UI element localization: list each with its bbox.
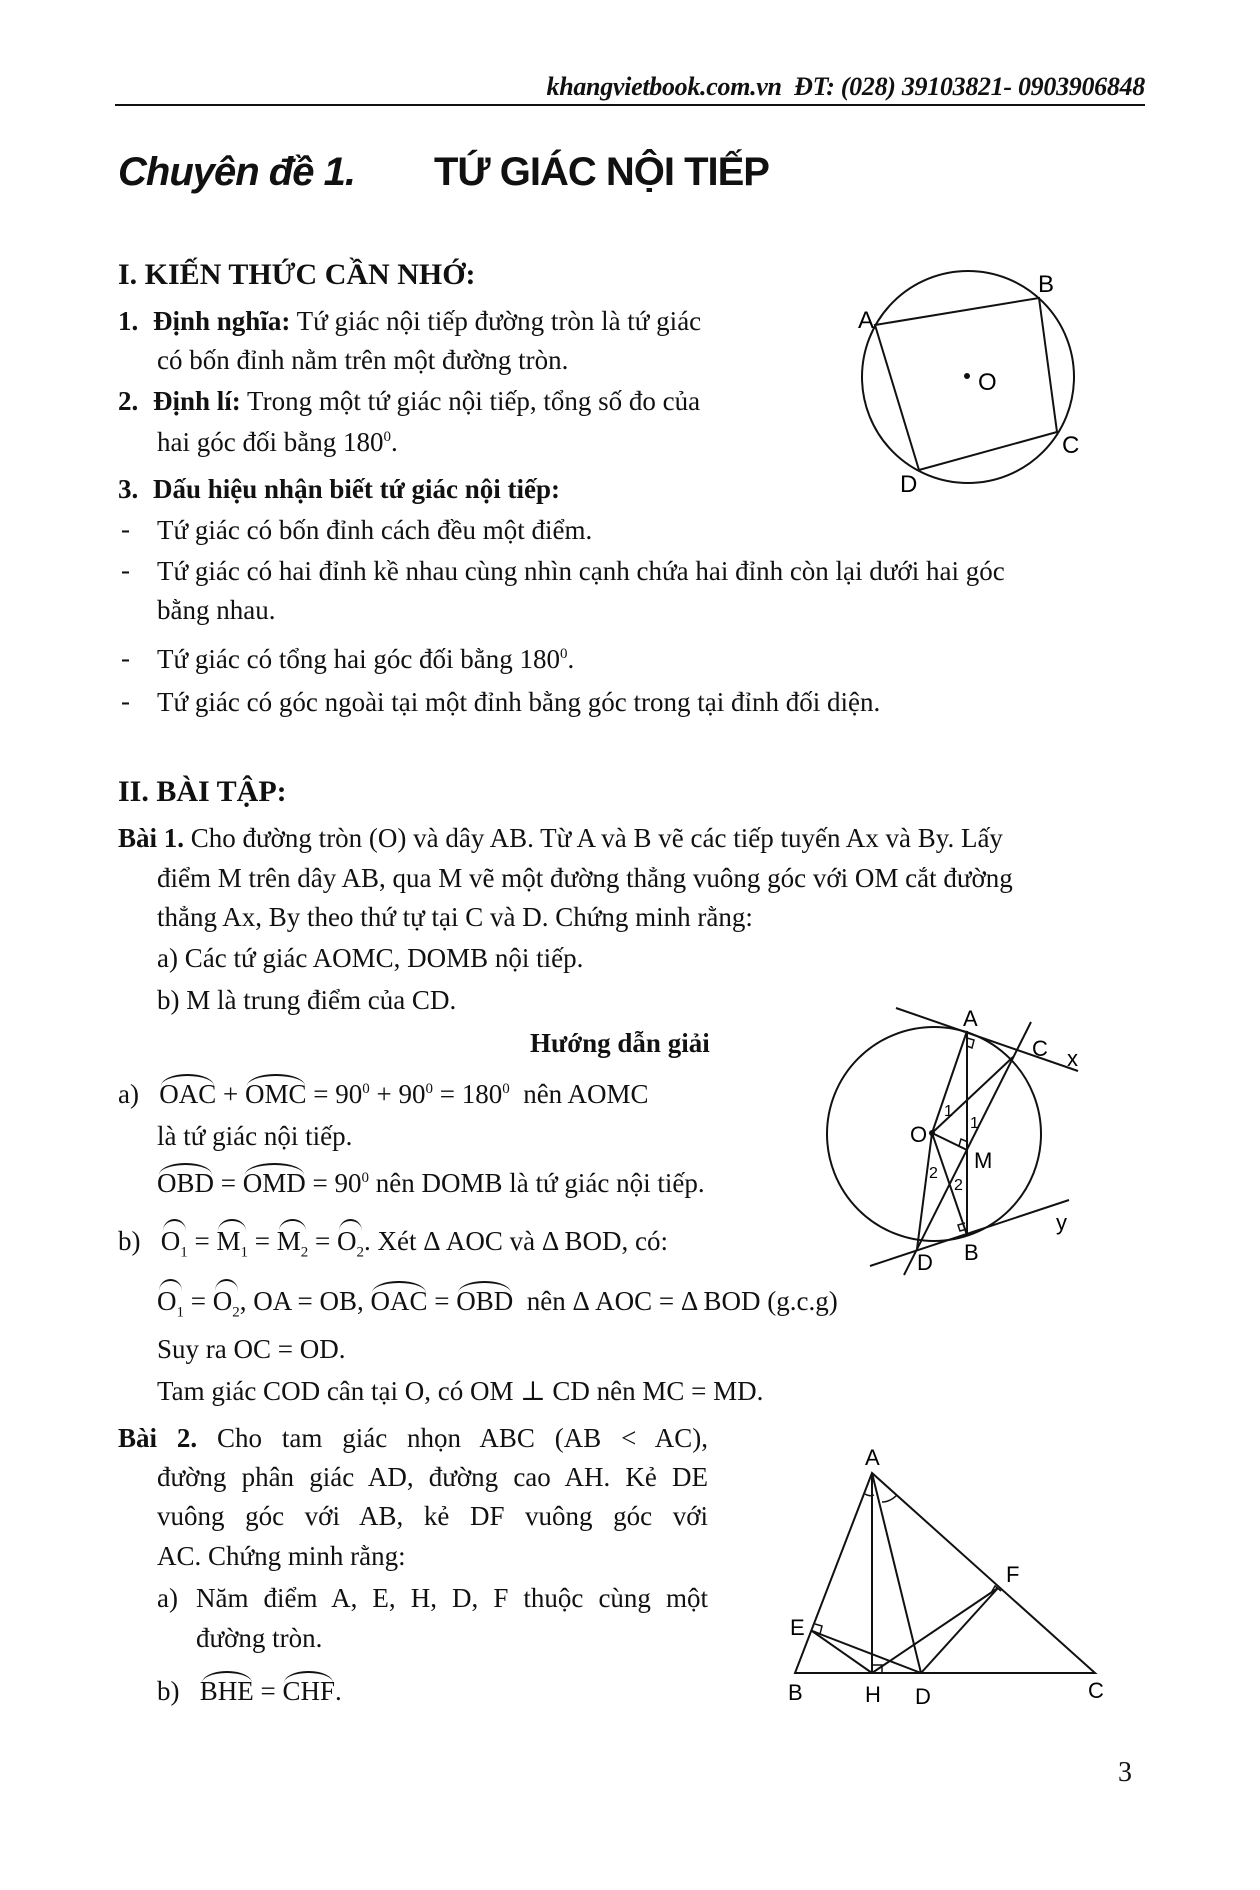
label-x: x — [1067, 1046, 1078, 1071]
label-d: D — [915, 1684, 931, 1709]
angle-o2 — [337, 1225, 364, 1261]
angle-m2 — [277, 1225, 309, 1261]
degree-sup: 0 — [362, 1081, 370, 1097]
label-h: H — [865, 1682, 881, 1707]
right-angle-mark — [958, 1223, 967, 1231]
plus-sign: + — [223, 1079, 239, 1109]
bai1-question-b: b) M là trung điểm của CD. — [157, 985, 457, 1015]
angle-omd: OMD — [242, 1168, 306, 1198]
item-definition — [118, 305, 701, 337]
list-dash: - — [121, 686, 130, 716]
label-angle-o2: 2 — [929, 1165, 938, 1182]
label-a: A — [865, 1445, 880, 1470]
header-phone: ĐT: (028) 39103821- 0903906848 — [794, 72, 1145, 101]
value-90: = 90 — [312, 1168, 362, 1198]
figure-bai1 — [820, 1000, 1100, 1280]
question-prefix: b) — [157, 1676, 180, 1706]
degree-sup: 0 — [383, 429, 391, 445]
item-text: hai góc đối bằng 180 — [157, 427, 384, 457]
header-website: khangvietbook.com.vn — [546, 72, 782, 101]
angle-chf: CHF — [282, 1676, 336, 1706]
section-heading-exercises: II. BÀI TẬP: — [118, 775, 287, 808]
tangent-ax — [896, 1008, 1078, 1071]
bai2-line4: AC. Chứng minh rằng: — [157, 1541, 406, 1571]
label-angle-m1: 1 — [970, 1115, 979, 1132]
question-tail: . — [335, 1676, 342, 1706]
sign-item: Tứ giác có góc ngoài tại một đỉnh bằng góc trong tại đỉnh đối diện. — [157, 687, 881, 717]
bai2-line1-text — [118, 1422, 708, 1454]
item-text: Trong một tứ giác nội tiếp, tổng số đo của — [247, 386, 701, 416]
figure-cyclic-quadrilateral — [840, 250, 1100, 510]
angle-obd: OBD — [157, 1168, 215, 1198]
value-90: + 90 — [376, 1079, 426, 1109]
solution-a-line3 — [157, 1167, 705, 1199]
degree-sup: 0 — [560, 646, 568, 662]
solution-prefix: b) — [118, 1226, 141, 1256]
label-o: O — [978, 369, 997, 396]
degree-sup: 0 — [361, 1170, 369, 1186]
angle-letter: O — [160, 1226, 181, 1256]
item-num: 1. — [118, 306, 139, 336]
center-point-o — [964, 373, 970, 379]
label-a: A — [858, 307, 875, 334]
label-m: M — [974, 1148, 993, 1173]
label-b: B — [964, 1240, 979, 1265]
angle-omc: OMC — [244, 1079, 307, 1109]
label-c: C — [1088, 1678, 1104, 1703]
item-term: Định nghĩa: — [153, 306, 291, 336]
angle-o2 — [213, 1285, 240, 1321]
page-number: 3 — [1118, 1757, 1132, 1788]
solution-tail: nên Δ AOC = Δ BOD (g.c.g) — [526, 1286, 838, 1316]
label-y: y — [1056, 1210, 1067, 1235]
bai2-question-b — [157, 1675, 342, 1707]
bai2-qa-text: Năm điểm A, E, H, D, F thuộc cùng một — [196, 1583, 708, 1613]
quadrilateral-abcd — [875, 298, 1057, 470]
bai2-line3 — [157, 1500, 708, 1532]
solution-b-line3: Suy ra OC = OD. — [157, 1334, 346, 1364]
label-angle-m2: 2 — [954, 1177, 963, 1194]
angle-letter: O — [336, 1226, 357, 1256]
section-heading-knowledge: I. KIẾN THỨC CẦN NHỚ: — [118, 258, 476, 291]
sign-item: Tứ giác có bốn đỉnh cách đều một điểm. — [157, 515, 593, 545]
value-180: = 180 — [439, 1079, 503, 1109]
angle-sub: 2 — [356, 1244, 364, 1261]
angle-letter: M — [216, 1226, 241, 1256]
solution-tail: nên AOMC — [523, 1079, 649, 1109]
label-b: B — [788, 1680, 803, 1705]
sign-text: Tứ giác có tổng hai góc đối bằng 180 — [157, 644, 561, 674]
bai2-line1 — [118, 1422, 708, 1454]
item-term: Dấu hiệu nhận biết tứ giác nội tiếp: — [153, 474, 561, 504]
label-d: D — [917, 1250, 933, 1275]
bai1-line2: điểm M trên dây AB, qua M vẽ một đường thẳng vuông góc với OM cắt đường — [157, 863, 1013, 893]
angle-arc-dac — [882, 1495, 897, 1502]
equality-oa-ob: OA = OB, — [253, 1286, 364, 1316]
label-c: C — [1062, 432, 1080, 459]
angle-sub: 2 — [300, 1244, 309, 1261]
angle-bhe: BHE — [199, 1676, 254, 1706]
angle-sub: 1 — [180, 1244, 188, 1261]
solution-b-line4: Tam giác COD cân tại O, có OM ⊥ CD nên MC = MD. — [157, 1376, 764, 1406]
degree-sup: 0 — [502, 1081, 510, 1097]
bai1-line1 — [118, 822, 1003, 854]
bai2-question-a-prefix: a) — [157, 1583, 178, 1613]
bisector-ad — [872, 1473, 921, 1673]
bai1-line3: thẳng Ax, By theo thứ tự tại C và D. Chứng minh rằng: — [157, 902, 753, 932]
angle-sub: 1 — [176, 1304, 184, 1321]
list-dash: - — [121, 514, 130, 544]
label-o: O — [910, 1122, 928, 1147]
angle-sub: 2 — [232, 1304, 240, 1321]
bai2-question-a — [196, 1582, 708, 1614]
equals-sign: = — [315, 1226, 331, 1256]
bai2-question-a-cont: đường tròn. — [196, 1623, 323, 1653]
list-dash: - — [121, 555, 130, 585]
item-term: Định lí: — [153, 386, 241, 416]
bai2-text: vuông góc với AB, kẻ DF vuông góc với — [157, 1501, 708, 1531]
item-num: 2. — [118, 386, 139, 416]
angle-o1 — [157, 1285, 184, 1321]
solution-a-line2: là tứ giác nội tiếp. — [157, 1121, 353, 1151]
bai1-question-a: a) Các tứ giác AOMC, DOMB nội tiếp. — [157, 943, 584, 973]
equals-sign: = — [260, 1676, 276, 1706]
segment-df — [921, 1588, 998, 1673]
bai2-line2 — [157, 1461, 708, 1493]
chapter-title: TỨ GIÁC NỘI TIẾP — [434, 150, 769, 194]
sign-item: Tứ giác có hai đỉnh kề nhau cùng nhìn cạnh chứa hai đỉnh còn lại dưới hai góc — [157, 556, 1005, 586]
segment-hf — [872, 1588, 998, 1673]
item-theorem-cont — [157, 426, 398, 458]
solution-tail: nên DOMB là tứ giác nội tiếp. — [375, 1168, 705, 1198]
page-header — [547, 72, 1146, 102]
header-rule — [115, 104, 1145, 106]
label-d: D — [900, 471, 918, 498]
bai2-text: Cho tam giác nhọn ABC (AB < AC), — [217, 1423, 709, 1453]
equals-sign: = — [220, 1168, 236, 1198]
bai1-text: Cho đường tròn (O) và dây AB. Từ A và B vẽ các tiếp tuyến Ax và By. Lấy — [190, 823, 1003, 853]
segment-he — [812, 1631, 872, 1673]
angle-letter: O — [157, 1286, 177, 1316]
item-tail: . — [390, 427, 398, 457]
chapter-label: Chuyên đề 1. — [118, 150, 355, 194]
triangle-abc — [795, 1473, 1095, 1673]
list-dash: - — [121, 643, 130, 673]
angle-o1 — [161, 1225, 188, 1261]
right-angle-mark — [967, 1038, 974, 1048]
angle-m1 — [216, 1225, 248, 1261]
item-text: Tứ giác nội tiếp đường tròn là tứ giác — [296, 306, 702, 336]
solution-a-line1 — [118, 1078, 648, 1110]
sign-tail: . — [567, 644, 575, 674]
bai2-text: đường phân giác AD, đường cao AH. Kẻ DE — [157, 1462, 708, 1492]
center-point-o — [929, 1130, 935, 1136]
value-90: = 90 — [313, 1079, 363, 1109]
item-signs-heading — [118, 473, 560, 505]
comma: , — [239, 1286, 247, 1316]
equals-sign: = — [190, 1286, 206, 1316]
solution-tail: . Xét Δ AOC và Δ BOD, có: — [363, 1226, 668, 1256]
equals-sign: = — [434, 1286, 450, 1316]
equals-sign: = — [254, 1226, 270, 1256]
solution-b-line2 — [157, 1285, 838, 1321]
label-f: F — [1006, 1562, 1020, 1587]
angle-obd: OBD — [456, 1286, 514, 1316]
figure-bai2 — [770, 1430, 1140, 1730]
angle-oac: OAC — [159, 1079, 217, 1109]
angle-letter: M — [276, 1226, 301, 1256]
bai1-label: Bài 1. — [118, 823, 185, 853]
angle-letter: O — [212, 1286, 233, 1316]
label-c: C — [1032, 1036, 1048, 1061]
equals-sign: = — [194, 1226, 210, 1256]
angle-sub: 1 — [240, 1244, 248, 1261]
item-definition-cont: có bốn đỉnh nằm trên một đường tròn. — [157, 345, 569, 375]
label-e: E — [790, 1615, 805, 1640]
sign-item-cont: bằng nhau. — [157, 595, 276, 625]
solution-prefix: a) — [118, 1079, 139, 1109]
angle-oac: OAC — [370, 1286, 428, 1316]
solution-b-line1 — [118, 1225, 668, 1261]
item-theorem — [118, 385, 700, 417]
degree-sup: 0 — [425, 1081, 433, 1097]
solution-heading: Hướng dẫn giải — [530, 1028, 710, 1058]
label-angle-o1: 1 — [944, 1103, 953, 1120]
sign-item — [157, 643, 574, 675]
segment-od — [917, 1133, 932, 1249]
bai2-label: Bài 2. — [118, 1423, 198, 1453]
label-b: B — [1038, 271, 1055, 298]
label-a: A — [963, 1006, 978, 1031]
item-num: 3. — [118, 474, 139, 504]
